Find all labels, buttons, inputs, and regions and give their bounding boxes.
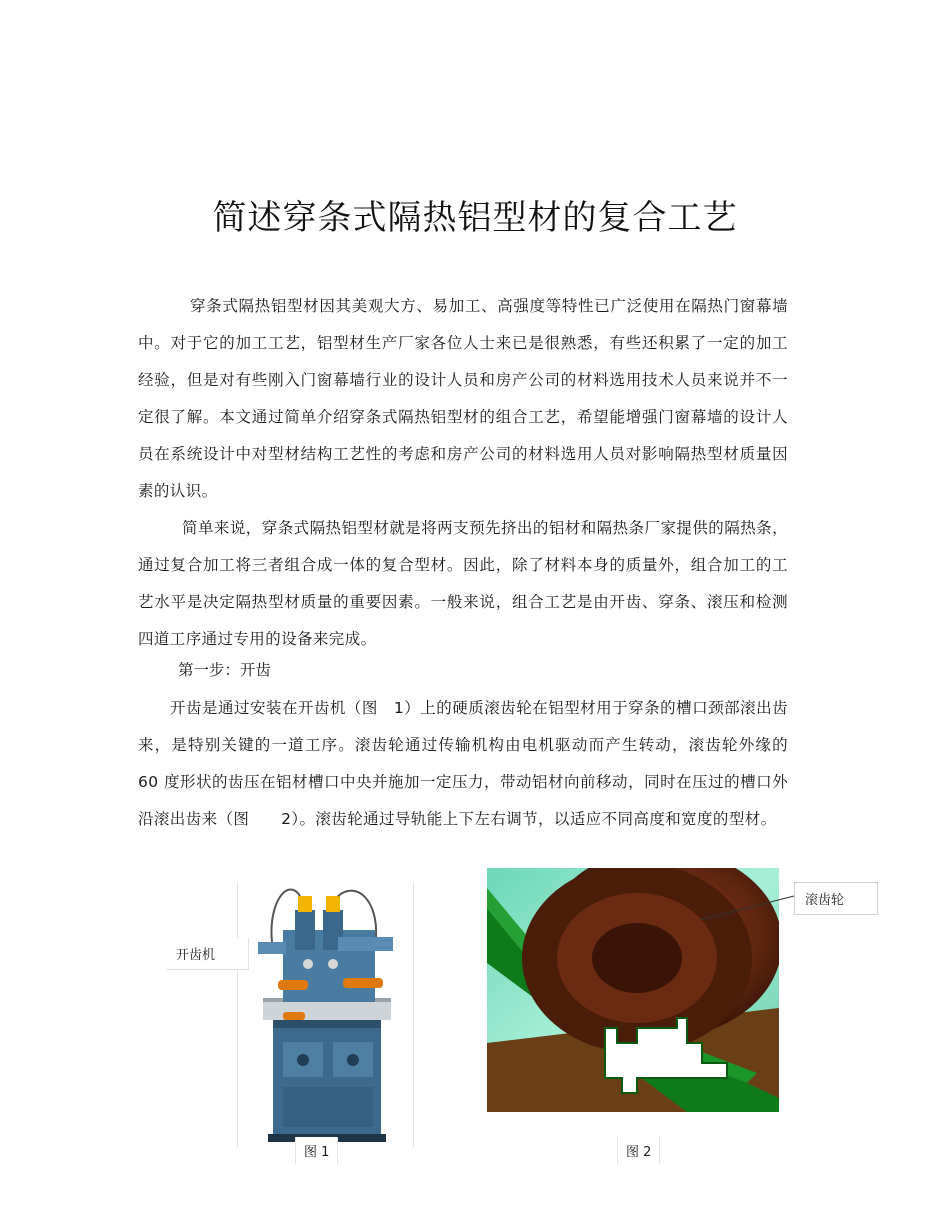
figure-1-caption: 图 1 (295, 1137, 338, 1164)
figure-2-caption: 图 2 (617, 1137, 660, 1164)
gear-wheel-illustration (487, 868, 779, 1112)
paragraph-intro: 穿条式隔热铝型材因其美观大方、易加工、高强度等特性已广泛使用在隔热门窗幕墙中。对于它的加工工艺，铝型材生产厂家各位人士来已是很熟悉，有些还积累了一定的加工经验，但是对有些刚入门窗幕墙行业的设计人员和房产公司的材料选用技术人员来说并不一定很了解。本文通过简单介绍穿条式隔热铝型材的组合工艺，希望能增强门窗幕墙的设计人员在系统设计中对型材结构工艺性的考虑和房产公司的材料选用人员对影响隔热型材质量因素的认识。 (138, 297, 788, 500)
paragraph-overview: 简单来说，穿条式隔热铝型材就是将两支预先挤出的铝材和隔热条厂家提供的隔热条，通过复合加工将三者组合成一体的复合型材。因此，除了材料本身的质量外，组合加工的工艺水平是决定隔热型材质量的重要因素。一般来说，组合工艺是由开齿、穿条、滚压和检测四道工序通过专用的设备来完成。 (138, 519, 788, 648)
figure-2-wheel-image (487, 868, 779, 1112)
figure-2-label: 滚齿轮 (794, 882, 878, 915)
figure-1-label: 开齿机 (166, 938, 249, 970)
figure-1-machine-image (237, 882, 414, 1147)
paragraph-step1: 开齿是通过安装在开齿机（图 1）上的硬质滚齿轮在铝型材用于穿条的槽口颈部滚出齿来，是特别关键的一道工序。滚齿轮通过传输机构由电机驱动而产生转动，滚齿轮外缘的 60 度形状的齿压在铝材槽口中央并施加一定压力，带动铝材向前移动，同时在压过的槽口外沿滚出齿来（图 2）。滚齿轮通过导轨能上下左右调节，以适应不同高度和宽度的型材。 (138, 699, 804, 828)
document-title: 简述穿条式隔热铝型材的复合工艺 (212, 198, 738, 238)
machine-illustration (238, 882, 413, 1147)
step-heading: 第一步：开齿 (178, 661, 272, 679)
